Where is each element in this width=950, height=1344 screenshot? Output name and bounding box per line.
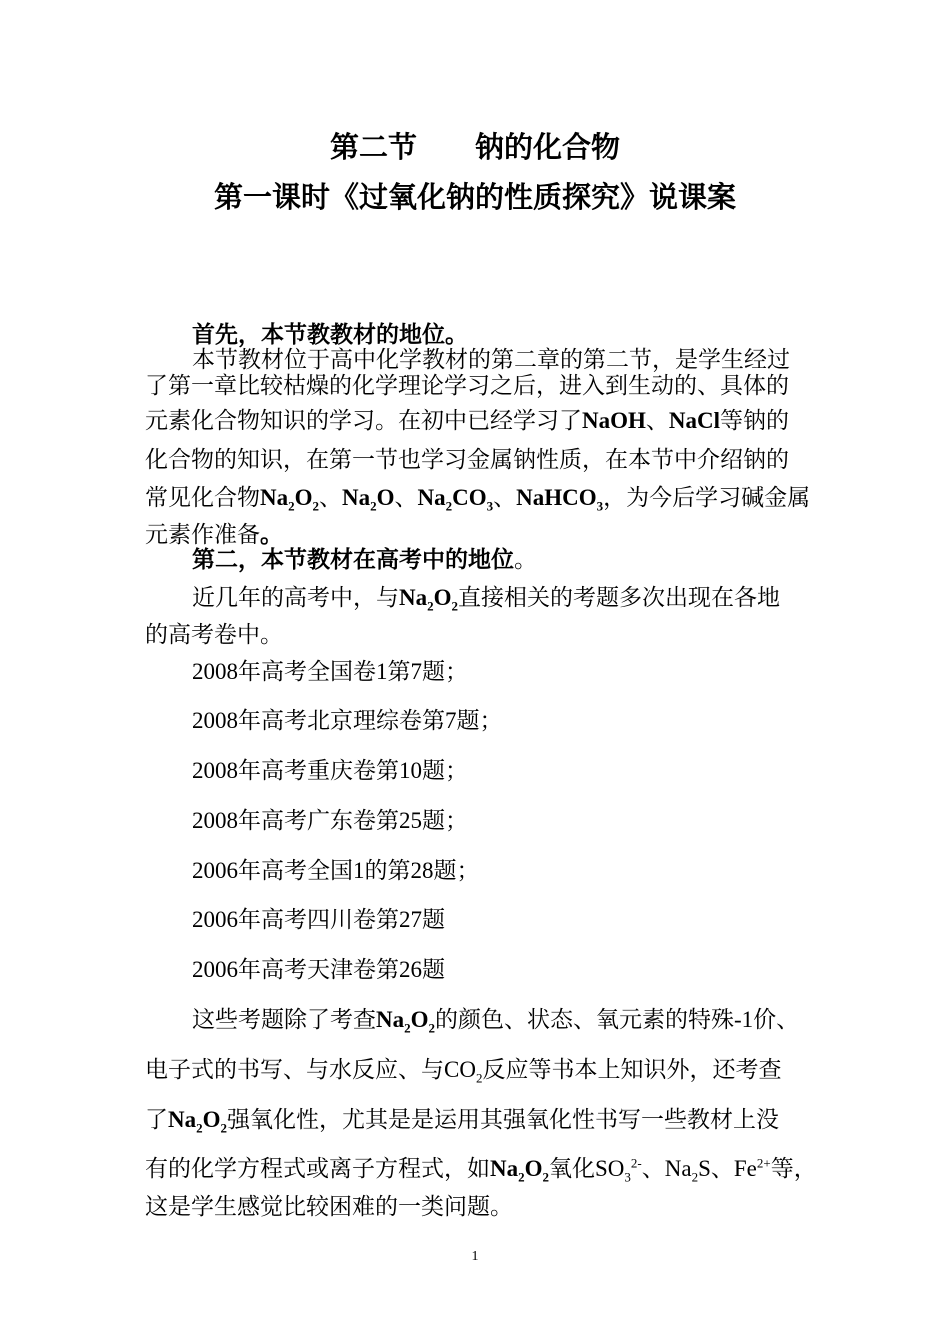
formula-so3: $SO_3^{2-}$ [595, 1155, 642, 1185]
section1-heading: 首先，本节教教材的地位。 [192, 322, 468, 347]
formula-nacl: NaCl [668, 408, 721, 433]
formula-na2o2: $Na_2O_2$ [399, 585, 459, 614]
lesson-title: 第一课时《过氧化钠的性质探究》说课案 [213, 182, 736, 214]
formula-na2co3: $Na_2CO_3$ [417, 485, 494, 514]
s1-line-1: 本节教材位于高中化学教材的第二章的第二节，是学生经过 [192, 347, 790, 372]
s2-line-2: 的高考卷中。 [145, 622, 283, 647]
s3-line-1: 这些考题除了考查$Na_2O_2$的颜色、状态、氧元素的特殊-1价、 [192, 1007, 800, 1036]
formula-na2o2: $Na_2O_2$ [260, 485, 320, 514]
exam-item: 2006年高考全国1的第28题； [192, 858, 480, 883]
exam-item: 2008年高考北京理综卷第7题； [192, 708, 503, 733]
formula-na2s: $Na_2S$ [664, 1156, 711, 1185]
formula-na2o2: $Na_2O_2$ [376, 1007, 436, 1036]
formula-nahco3: NaHCO$_3$ [516, 485, 604, 514]
exam-item: 2008年高考广东卷第25题； [192, 808, 468, 833]
exam-item: 2006年高考天津卷第26题 [192, 957, 445, 982]
formula-co2: $CO_2$ [444, 1057, 483, 1086]
section-title: 第二节 钠的化合物 [329, 132, 620, 164]
exam-item: 2008年高考全国卷1第7题； [192, 659, 468, 684]
formula-na2o2: $Na_2O_2$ [490, 1156, 550, 1185]
s2-line-1: 近几年的高考中，与$Na_2O_2$直接相关的考题多次出现在各地 [192, 585, 781, 614]
s3-line-3: 了$Na_2O_2$强氧化性，尤其是是运用其强氧化性书写一些教材上没 [145, 1107, 780, 1136]
s1-line-3: 元素化合物知识的学习。在初中已经学习了NaOH、NaCl等钠的 [145, 408, 790, 433]
s1-line-6: 元素作准备。 [145, 522, 283, 547]
s3-line-4: 有的化学方程式或离子方程式，如$Na_2O_2$氧化$SO_3^{2-}$、$Na_2S$、$Fe^{2+}$等， [145, 1155, 817, 1185]
formula-na2o: $Na_2O$ [342, 485, 395, 514]
page-number: 1 [471, 1249, 479, 1264]
s1-line-5: 常见化合物$Na_2O_2$、$Na_2O$、$Na_2CO_3$、NaHCO$_3$，为今后学习碱金属 [145, 485, 811, 514]
s1-line-2: 了第一章比较枯燥的化学理论学习之后，进入到生动的、具体的 [145, 373, 789, 398]
exam-item: 2006年高考四川卷第27题 [192, 907, 445, 932]
formula-fe: $Fe^{2+}$ [733, 1155, 771, 1181]
formula-naoh: NaOH [582, 408, 646, 433]
s3-line-2: 电子式的书写、与水反应、与$CO_2$反应等书本上知识外，还考查 [145, 1057, 782, 1086]
s1-line-4: 化合物的知识，在第一节也学习金属钠性质，在本节中介绍钠的 [145, 447, 789, 472]
exam-item: 2008年高考重庆卷第10题； [192, 758, 468, 783]
s3-line-5: 这是学生感觉比较困难的一类问题。 [145, 1194, 513, 1219]
formula-na2o2: $Na_2O_2$ [168, 1107, 228, 1136]
section2-heading: 第二，本节教材在高考中的地位。 [192, 547, 537, 572]
